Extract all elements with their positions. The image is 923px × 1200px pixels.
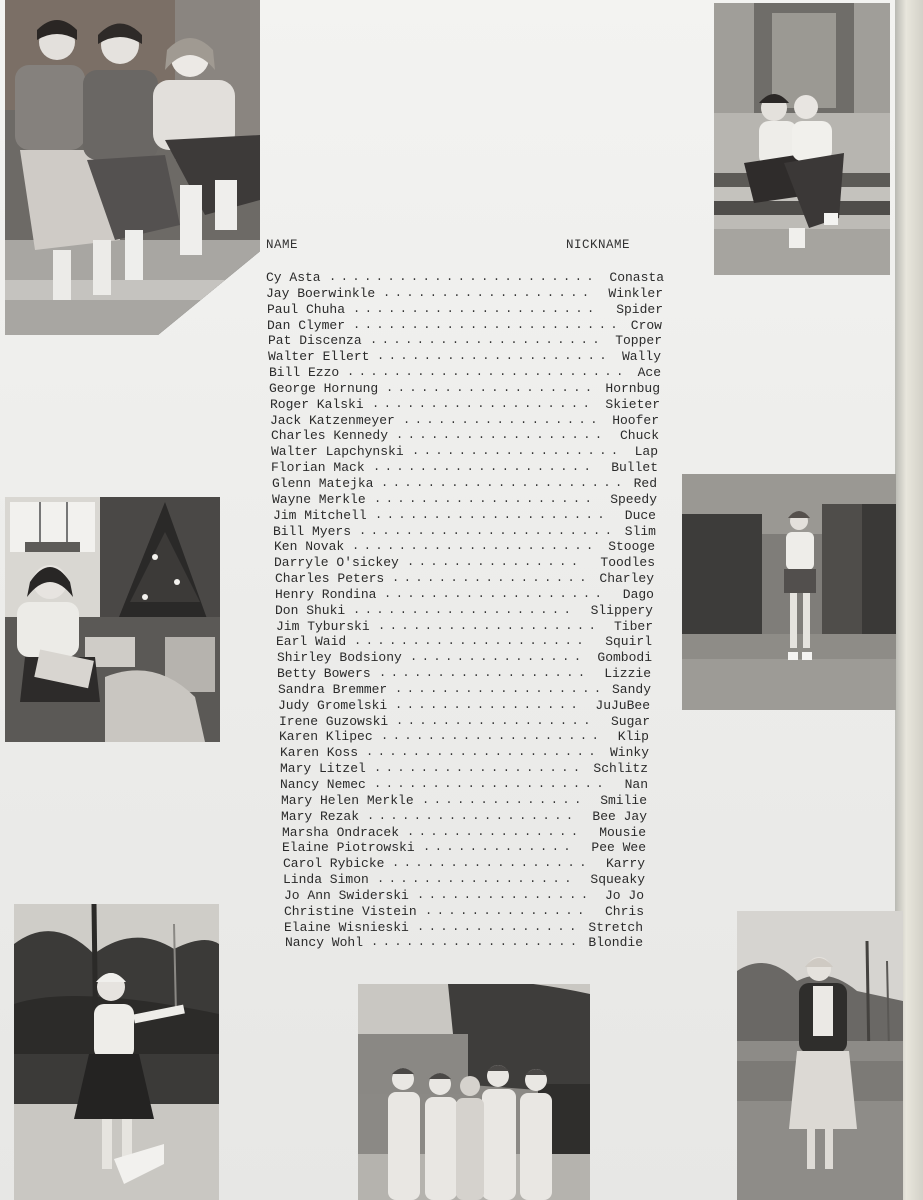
- list-row: [266, 666, 666, 682]
- person-nickname: Ace: [637, 365, 661, 381]
- dot-leader: .....................: [353, 301, 599, 316]
- list-row: [266, 619, 666, 635]
- list-row: [266, 935, 666, 951]
- person-nickname: Pee Wee: [591, 840, 646, 856]
- person-nickname: Stooge: [608, 539, 655, 555]
- person-nickname: Chris: [604, 903, 644, 919]
- list-row: [266, 365, 666, 381]
- list-row: [266, 460, 666, 476]
- person-nickname: Slim: [624, 523, 656, 539]
- person-name: Walter Ellert: [268, 349, 370, 365]
- person-nickname: Slippery: [590, 602, 653, 618]
- dot-leader: ...............: [417, 887, 593, 902]
- person-name: Jim Mitchell: [273, 507, 367, 523]
- list-row: [266, 682, 666, 698]
- list-row: [266, 492, 666, 508]
- name-rows: [266, 270, 666, 951]
- person-nickname: Conasta: [609, 270, 664, 285]
- dot-leader: ..................: [395, 681, 606, 696]
- person-nickname: Bullet: [611, 460, 658, 476]
- photo-group-of-girls: [358, 984, 590, 1200]
- list-row: [266, 349, 666, 365]
- list-row: [266, 729, 666, 745]
- person-nickname: Topper: [615, 333, 662, 349]
- dot-leader: ..................: [386, 380, 597, 395]
- dot-leader: ................: [395, 697, 583, 712]
- person-name: Jay Boerwinkle: [266, 285, 376, 301]
- list-row: [266, 825, 666, 841]
- dot-leader: .................: [403, 412, 602, 427]
- list-row: [266, 634, 666, 650]
- dot-leader: ...................: [381, 729, 604, 744]
- dot-leader: ...................: [373, 460, 596, 475]
- person-nickname: Charley: [599, 571, 654, 587]
- list-row: [266, 856, 666, 872]
- list-row: [266, 444, 666, 460]
- dot-leader: ....................: [377, 349, 612, 364]
- list-row: [266, 904, 666, 920]
- person-nickname: Red: [633, 475, 657, 491]
- list-row: [266, 840, 666, 856]
- dot-leader: ..................: [379, 666, 590, 681]
- dot-leader: ....................: [374, 777, 609, 791]
- list-row: [266, 302, 666, 318]
- dot-leader: ...................: [378, 618, 601, 633]
- dot-leader: .......................: [353, 317, 623, 332]
- person-name: Earl Waid: [276, 634, 347, 650]
- person-name: Ken Novak: [274, 539, 345, 555]
- person-name: Irene Guzowski: [279, 713, 389, 729]
- person-nickname: Gombodi: [597, 650, 652, 666]
- person-name: Cy Asta: [266, 270, 321, 285]
- list-row: [266, 476, 666, 492]
- dot-leader: ..............: [425, 903, 589, 918]
- person-nickname: Lap: [634, 444, 658, 460]
- person-name: Mary Litzel: [280, 761, 366, 777]
- nickname-list: [266, 238, 666, 968]
- person-nickname: Sugar: [610, 713, 650, 729]
- dot-leader: ..................: [371, 935, 582, 950]
- dot-leader: .....................: [352, 539, 598, 554]
- list-row: [266, 381, 666, 397]
- list-row: [266, 571, 666, 587]
- list-row: [266, 793, 666, 809]
- person-nickname: Skieter: [605, 396, 660, 412]
- list-row: [266, 270, 666, 286]
- list-row: [266, 920, 666, 936]
- list-row: [266, 539, 666, 555]
- dot-leader: ..................: [383, 285, 594, 300]
- person-nickname: Jo Jo: [604, 887, 644, 903]
- list-row: [266, 809, 666, 825]
- person-nickname: Speedy: [610, 491, 657, 507]
- dot-leader: ...............: [407, 824, 583, 839]
- person-nickname: Stretch: [588, 919, 643, 935]
- dot-leader: ..................: [396, 428, 607, 443]
- person-nickname: Wally: [621, 349, 661, 365]
- person-nickname: Blondie: [588, 935, 643, 951]
- person-nickname: Spider: [616, 301, 663, 317]
- dot-leader: .................: [377, 872, 576, 887]
- person-nickname: Winky: [609, 745, 649, 761]
- person-name: Pat Discenza: [268, 333, 362, 349]
- person-name: Carol Rybicke: [283, 856, 385, 872]
- dot-leader: ..................: [367, 808, 578, 823]
- person-nickname: Winkler: [608, 285, 663, 301]
- list-row: [266, 714, 666, 730]
- dot-leader: .............: [423, 840, 576, 855]
- person-name: Linda Simon: [283, 872, 369, 888]
- person-name: Wayne Merkle: [272, 491, 366, 507]
- list-row: [266, 888, 666, 904]
- person-name: Christine Vistein: [284, 903, 417, 919]
- dot-leader: ...................: [372, 396, 595, 411]
- person-name: Charles Peters: [275, 571, 385, 587]
- photo-two-girls-on-porch: [714, 3, 890, 275]
- person-nickname: Karry: [605, 856, 645, 872]
- dot-leader: ........................: [347, 365, 628, 380]
- list-row: [266, 428, 666, 444]
- person-name: Elaine Piotrowski: [282, 840, 415, 856]
- person-name: Henry Rondina: [275, 586, 377, 602]
- person-name: Marsha Ondracek: [282, 824, 400, 840]
- person-nickname: JuJuBee: [595, 697, 650, 713]
- person-name: Karen Klipec: [279, 729, 373, 745]
- list-row: [266, 524, 666, 540]
- dot-leader: ..............: [417, 919, 581, 934]
- person-nickname: Bee Jay: [592, 808, 647, 824]
- person-name: Charles Kennedy: [271, 428, 389, 444]
- list-row: [266, 761, 666, 777]
- photo-girl-with-baton: [14, 904, 219, 1200]
- person-nickname: Dago: [622, 586, 654, 602]
- person-name: Paul Chuha: [267, 301, 346, 317]
- list-row: [266, 508, 666, 524]
- list-row: [266, 777, 666, 793]
- name-column-header: NAME: [266, 238, 299, 252]
- dot-leader: ...................: [374, 491, 597, 506]
- list-row: [266, 286, 666, 302]
- dot-leader: .......................: [329, 270, 599, 284]
- person-name: Betty Bowers: [277, 666, 371, 682]
- person-name: Jim Tyburski: [276, 618, 370, 634]
- person-name: Mary Helen Merkle: [281, 792, 414, 808]
- dot-leader: ....................: [375, 507, 610, 522]
- list-row: [266, 650, 666, 666]
- dot-leader: ..................: [412, 444, 623, 459]
- list-row: [266, 397, 666, 413]
- person-name: Nancy Wohl: [285, 935, 364, 951]
- list-row: [266, 318, 666, 334]
- person-name: Darryle O'sickey: [274, 555, 399, 571]
- person-nickname: Smilie: [600, 792, 647, 808]
- person-nickname: Squeaky: [590, 872, 645, 888]
- dot-leader: .................: [392, 571, 591, 586]
- list-row: [266, 603, 666, 619]
- person-name: Florian Mack: [271, 460, 365, 476]
- person-nickname: Squirl: [605, 634, 652, 650]
- dot-leader: ....................: [366, 745, 601, 760]
- person-name: Bill Ezzo: [269, 365, 340, 381]
- person-nickname: Hornbug: [605, 380, 660, 396]
- person-name: Roger Kalski: [270, 396, 364, 412]
- person-nickname: Chuck: [619, 428, 659, 444]
- person-name: Sandra Bremmer: [278, 681, 388, 697]
- dot-leader: ....................: [370, 333, 605, 348]
- person-nickname: Tiber: [613, 618, 653, 634]
- dot-leader: ...............: [407, 555, 583, 570]
- person-name: Don Shuki: [275, 602, 346, 618]
- dot-leader: ..............: [422, 792, 586, 807]
- person-name: Glenn Matejka: [272, 475, 374, 491]
- person-name: George Hornung: [269, 380, 379, 396]
- dot-leader: ...............: [410, 650, 586, 665]
- person-nickname: Schlitz: [593, 761, 648, 777]
- list-row: [266, 745, 666, 761]
- dot-leader: .................: [392, 856, 591, 871]
- dot-leader: ...................: [353, 602, 576, 617]
- person-name: Mary Rezak: [281, 808, 360, 824]
- dot-leader: ......................: [359, 523, 617, 538]
- photo-girl-standing-on-porch: [682, 474, 896, 710]
- person-name: Nancy Nemec: [280, 777, 366, 792]
- list-row: [266, 698, 666, 714]
- person-name: Bill Myers: [273, 523, 352, 539]
- person-name: Dan Clymer: [267, 317, 346, 333]
- dot-leader: ...................: [384, 586, 607, 601]
- person-nickname: Klip: [617, 729, 649, 745]
- person-name: Jack Katzenmeyer: [270, 412, 395, 428]
- photo-girl-with-christmas-tree: [5, 497, 220, 742]
- person-nickname: Mousie: [599, 824, 646, 840]
- person-nickname: Sandy: [611, 681, 651, 697]
- person-name: Elaine Wisnieski: [284, 919, 409, 935]
- dot-leader: ..................: [374, 761, 585, 776]
- list-row: [266, 872, 666, 888]
- person-name: Shirley Bodsiony: [277, 650, 402, 666]
- person-name: Jo Ann Swiderski: [284, 887, 409, 903]
- person-name: Judy Gromelski: [278, 697, 388, 713]
- person-nickname: Duce: [624, 507, 656, 523]
- list-row: [266, 333, 666, 349]
- person-nickname: Nan: [624, 777, 648, 792]
- dot-leader: .....................: [381, 475, 627, 490]
- person-name: Walter Lapchynski: [271, 444, 404, 460]
- person-nickname: Toodles: [600, 555, 655, 571]
- list-row: [266, 587, 666, 603]
- photo-girl-in-jacket: [737, 911, 903, 1200]
- person-nickname: Crow: [630, 317, 662, 333]
- person-nickname: Hoofer: [612, 412, 659, 428]
- person-name: Karen Koss: [280, 745, 359, 761]
- list-row: [266, 555, 666, 571]
- list-row: [266, 413, 666, 429]
- dot-leader: ....................: [354, 634, 589, 649]
- dot-leader: .................: [396, 713, 595, 728]
- person-nickname: Lizzie: [604, 666, 651, 682]
- nickname-column-header: NICKNAME: [566, 238, 631, 252]
